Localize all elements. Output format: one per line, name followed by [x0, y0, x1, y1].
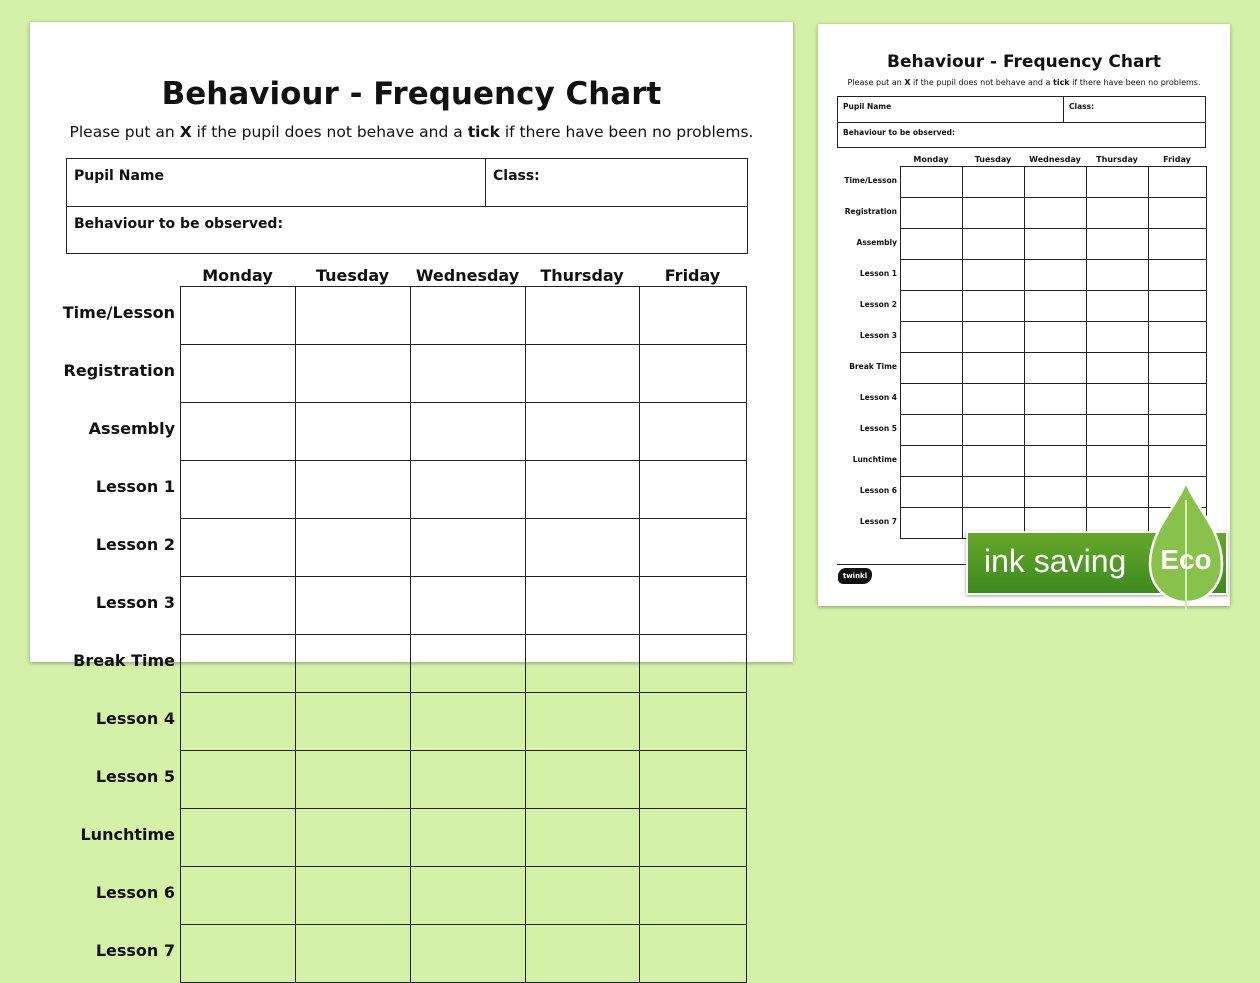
day-header-tuesday: Tuesday	[315, 266, 390, 285]
grid-cell	[963, 384, 1025, 415]
grid-cell	[181, 693, 296, 751]
grid-cell	[963, 415, 1025, 446]
grid-cell	[640, 345, 747, 403]
lesson-label-lesson-5: Lesson 5	[95, 767, 175, 786]
lesson-label-time-lesson: Time/Lesson	[62, 303, 175, 322]
lesson-label-lunchtime: Lunchtime	[852, 455, 897, 464]
table-row	[901, 260, 1207, 291]
grid-cell	[296, 519, 411, 577]
instruction-tick: tick	[467, 123, 500, 141]
grid-cell	[296, 809, 411, 867]
grid-cell	[640, 461, 747, 519]
behaviour-field: Behaviour to be observed:	[74, 216, 284, 232]
day-header-wednesday: Wednesday	[415, 266, 520, 285]
lesson-label-lunchtime: Lunchtime	[80, 825, 175, 844]
day-header-wednesday: Wednesday	[1029, 155, 1081, 164]
pupil-name-field: Pupil Name	[838, 97, 1064, 122]
grid-cell	[526, 461, 640, 519]
grid-cell	[1149, 415, 1207, 446]
instruction-tick: tick	[1053, 78, 1070, 87]
info-row-pupil	[838, 97, 1205, 123]
info-row-behaviour	[67, 207, 747, 255]
grid-cell	[526, 403, 640, 461]
pupil-info-box	[66, 158, 748, 254]
grid-cell	[1025, 446, 1087, 477]
grid-cell	[411, 519, 526, 577]
grid-cell	[1149, 260, 1207, 291]
grid-cell	[963, 353, 1025, 384]
grid-cell	[963, 229, 1025, 260]
instruction-text-3: if there have been no problems.	[1069, 78, 1201, 87]
lesson-label-break-time: Break Time	[849, 362, 897, 371]
page-title: Behaviour - Frequency Chart	[161, 76, 662, 112]
grid-cell	[963, 291, 1025, 322]
grid-cell	[181, 635, 296, 693]
table-row	[901, 446, 1207, 477]
lesson-label-lesson-3: Lesson 3	[859, 331, 897, 340]
table-row	[901, 415, 1207, 446]
table-row	[181, 287, 747, 345]
grid-cell	[526, 809, 640, 867]
grid-cell	[901, 291, 963, 322]
grid-cell	[296, 403, 411, 461]
grid-cell	[901, 167, 963, 198]
instruction-text-2: if the pupil does not behave and a	[910, 78, 1053, 87]
lesson-label-lesson-1: Lesson 1	[95, 477, 175, 496]
grid-cell	[1087, 229, 1149, 260]
grid-cell	[296, 461, 411, 519]
behaviour-field: Behaviour to be observed:	[843, 128, 955, 137]
day-header-monday: Monday	[913, 155, 949, 164]
grid-cell	[181, 519, 296, 577]
thumbnail-info-box	[837, 96, 1206, 148]
grid-cell	[640, 693, 747, 751]
grid-cell	[526, 751, 640, 809]
table-row	[181, 751, 747, 809]
grid-cell	[901, 477, 963, 508]
grid-cell	[181, 925, 296, 983]
lesson-label-time-lesson: Time/Lesson	[844, 176, 897, 185]
table-row	[181, 403, 747, 461]
grid-cell	[181, 403, 296, 461]
grid-cell	[411, 809, 526, 867]
table-row	[901, 198, 1207, 229]
grid-cell	[901, 508, 963, 539]
class-field: Class:	[1069, 102, 1095, 111]
grid-cell	[526, 867, 640, 925]
grid-cell	[640, 635, 747, 693]
grid-cell	[411, 693, 526, 751]
info-row-behaviour	[838, 123, 1205, 149]
day-header-friday: Friday	[1163, 155, 1191, 164]
lesson-label-break-time: Break Time	[73, 651, 175, 670]
lesson-label-lesson-5: Lesson 5	[859, 424, 897, 433]
grid-cell	[901, 229, 963, 260]
lesson-label-registration: Registration	[63, 361, 175, 380]
table-row	[181, 867, 747, 925]
grid-cell	[963, 260, 1025, 291]
table-row	[181, 345, 747, 403]
instruction-text-1: Please put an	[847, 78, 905, 87]
table-row	[181, 519, 747, 577]
instruction-x: X	[179, 123, 192, 141]
instruction-x: X	[904, 78, 911, 87]
eco-label: Eco	[1160, 544, 1212, 575]
grid-cell	[1087, 322, 1149, 353]
grid-cell	[1025, 353, 1087, 384]
grid-cell	[1149, 167, 1207, 198]
grid-cell	[181, 751, 296, 809]
grid-cell	[526, 287, 640, 345]
grid-cell	[963, 198, 1025, 229]
grid-cell	[411, 751, 526, 809]
grid-cell	[901, 384, 963, 415]
thumbnail-title: Behaviour - Frequency Chart	[886, 52, 1161, 72]
grid-cell	[1149, 384, 1207, 415]
grid-cell	[411, 403, 526, 461]
grid-cell	[963, 446, 1025, 477]
grid-cell	[1025, 415, 1087, 446]
grid-cell	[640, 287, 747, 345]
instruction-text-3: if there have been no problems.	[499, 123, 754, 141]
grid-cell	[181, 867, 296, 925]
day-header-tuesday: Tuesday	[974, 155, 1012, 164]
grid-cell	[181, 287, 296, 345]
grid-cell	[1149, 198, 1207, 229]
instructions	[30, 123, 793, 141]
grid-cell	[296, 867, 411, 925]
lesson-label-lesson-1: Lesson 1	[859, 269, 897, 278]
lesson-label-lesson-2: Lesson 2	[859, 300, 897, 309]
grid-cell	[181, 345, 296, 403]
grid-cell	[1025, 477, 1087, 508]
lesson-label-assembly: Assembly	[856, 238, 897, 247]
grid-cell	[640, 577, 747, 635]
worksheet-large-preview	[30, 22, 793, 960]
grid-cell	[1087, 353, 1149, 384]
grid-cell	[640, 519, 747, 577]
grid-cell	[1087, 384, 1149, 415]
table-row	[181, 461, 747, 519]
table-row	[181, 693, 747, 751]
table-row	[901, 291, 1207, 322]
grid-cell	[1149, 291, 1207, 322]
grid-cell	[901, 446, 963, 477]
instruction-text-2: if the pupil does not behave and a	[191, 123, 468, 141]
table-row	[901, 322, 1207, 353]
lesson-label-lesson-7: Lesson 7	[859, 517, 897, 526]
grid-cell	[526, 519, 640, 577]
grid-cell	[411, 461, 526, 519]
grid-cell	[1149, 353, 1207, 384]
grid-cell	[1087, 167, 1149, 198]
twinkl-logo: twinkl	[838, 568, 872, 584]
grid-cell	[181, 461, 296, 519]
grid-cell	[1025, 260, 1087, 291]
table-row	[901, 384, 1207, 415]
grid-cell	[901, 322, 963, 353]
grid-cell	[901, 415, 963, 446]
table-row	[181, 635, 747, 693]
lesson-label-lesson-6: Lesson 6	[95, 883, 175, 902]
grid-cell	[640, 925, 747, 983]
grid-cell	[411, 867, 526, 925]
grid-cell	[526, 693, 640, 751]
lesson-label-lesson-2: Lesson 2	[95, 535, 175, 554]
grid-cell	[296, 345, 411, 403]
grid-cell	[526, 577, 640, 635]
ink-saving-text: ink saving	[984, 543, 1127, 579]
grid-cell	[640, 867, 747, 925]
grid-cell	[296, 925, 411, 983]
grid-cell	[1087, 477, 1149, 508]
grid-cell	[181, 809, 296, 867]
lesson-label-lesson-6: Lesson 6	[859, 486, 897, 495]
grid-cell	[526, 345, 640, 403]
thumbnail-instructions	[818, 78, 1230, 87]
lesson-label-lesson-3: Lesson 3	[95, 593, 175, 612]
grid-cell	[1025, 291, 1087, 322]
grid-cell	[526, 925, 640, 983]
table-row	[901, 229, 1207, 260]
grid-cell	[901, 198, 963, 229]
grid-cell	[1149, 446, 1207, 477]
grid-cell	[640, 403, 747, 461]
grid-cell	[1025, 229, 1087, 260]
grid-cell	[963, 477, 1025, 508]
table-row	[181, 809, 747, 867]
day-header-thursday: Thursday	[1096, 155, 1138, 164]
grid-cell	[1025, 198, 1087, 229]
grid-cell	[1087, 198, 1149, 229]
day-header-friday: Friday	[664, 266, 721, 285]
grid-cell	[963, 322, 1025, 353]
lesson-label-lesson-7: Lesson 7	[95, 941, 175, 960]
table-row	[181, 925, 747, 983]
lesson-label-lesson-4: Lesson 4	[859, 393, 897, 402]
table-row	[901, 167, 1207, 198]
grid-cell	[296, 577, 411, 635]
grid-cell	[296, 751, 411, 809]
grid-cell	[1087, 291, 1149, 322]
grid-cell	[411, 635, 526, 693]
grid-cell	[901, 260, 963, 291]
grid-cell	[640, 809, 747, 867]
grid-cell	[296, 635, 411, 693]
grid-cell	[296, 693, 411, 751]
pupil-name-field: Pupil Name	[67, 159, 486, 206]
grid-cell	[411, 345, 526, 403]
grid-cell	[1025, 384, 1087, 415]
grid-cell	[411, 287, 526, 345]
grid-cell	[1025, 167, 1087, 198]
grid-cell	[1149, 322, 1207, 353]
grid-cell	[526, 635, 640, 693]
grid-cell	[411, 577, 526, 635]
grid-cell	[411, 925, 526, 983]
instruction-text-1: Please put an	[69, 123, 180, 141]
grid-cell	[1025, 322, 1087, 353]
table-row	[901, 353, 1207, 384]
grid-cell	[963, 167, 1025, 198]
grid-cell	[1087, 260, 1149, 291]
grid-cell	[640, 751, 747, 809]
info-row-pupil	[67, 159, 747, 207]
grid-cell	[181, 577, 296, 635]
grid-cell	[1087, 415, 1149, 446]
day-header-monday: Monday	[202, 266, 273, 285]
class-field: Class:	[493, 168, 540, 184]
frequency-grid	[180, 286, 747, 983]
lesson-label-lesson-4: Lesson 4	[95, 709, 175, 728]
grid-cell	[901, 353, 963, 384]
table-row	[181, 577, 747, 635]
grid-cell	[1149, 229, 1207, 260]
grid-cell	[1087, 446, 1149, 477]
day-header-thursday: Thursday	[540, 266, 624, 285]
grid-cell	[296, 287, 411, 345]
lesson-label-registration: Registration	[844, 207, 897, 216]
lesson-label-assembly: Assembly	[88, 419, 175, 438]
